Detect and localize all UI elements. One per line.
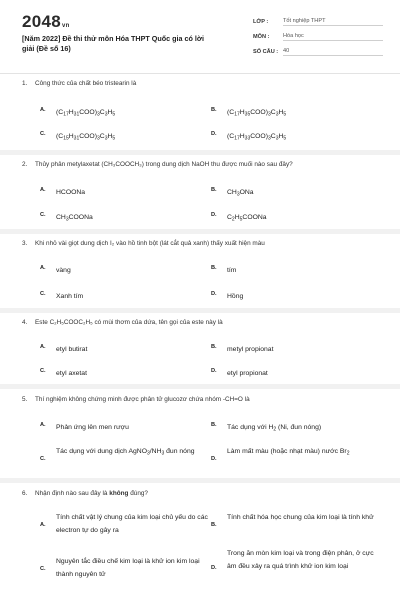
meta-class bbox=[253, 14, 383, 29]
meta-key: LỚP : bbox=[253, 18, 269, 25]
option-label: B. bbox=[211, 522, 217, 528]
question-text bbox=[22, 319, 223, 326]
option-text: $(C_{17}H_{31}COO)_3C_3H_5$ bbox=[56, 109, 116, 118]
question-text bbox=[22, 490, 148, 497]
question-stem: Công thức của chất béo tristearin là bbox=[35, 80, 137, 87]
option-label: D. bbox=[211, 212, 217, 218]
option-text: tím bbox=[227, 267, 237, 274]
exam-meta bbox=[253, 14, 383, 59]
option-label: B. bbox=[211, 422, 217, 428]
question-divider bbox=[0, 150, 400, 155]
option-label: D. bbox=[211, 131, 217, 137]
question-number: 5. bbox=[22, 396, 28, 403]
option-label: C. bbox=[40, 131, 46, 137]
option-text: etyl axetat bbox=[56, 370, 87, 377]
option-label: D. bbox=[211, 565, 217, 571]
option-text: Hồng bbox=[227, 293, 244, 300]
question-divider bbox=[0, 478, 400, 483]
option-text: metyl propionat bbox=[227, 346, 274, 353]
meta-key: SỐ CÂU : bbox=[253, 48, 279, 55]
meta-value: Hóa học bbox=[283, 33, 383, 41]
site-logo[interactable] bbox=[22, 12, 70, 32]
question-text bbox=[22, 240, 265, 247]
question-stem: Este C₂H₅COOC₂H₅ có mùi thơm của dứa, tên gọi của este này là bbox=[35, 319, 223, 326]
option-label: D. bbox=[211, 456, 217, 462]
option-text: Nguyên tắc điều chế kim loại là khử ion kim loại thành nguyên tử bbox=[56, 558, 200, 578]
option-text: vàng bbox=[56, 267, 71, 274]
option-text: Trong ăn mòn kim loại và trong điện phân, ở cực âm đều xảy ra quá trình khử ion kim loại bbox=[227, 550, 374, 570]
option-label: A. bbox=[40, 344, 46, 350]
option-label: A. bbox=[40, 187, 46, 193]
option-label: A. bbox=[40, 422, 46, 428]
option-label: B. bbox=[211, 265, 217, 271]
meta-value: 40 bbox=[283, 48, 383, 56]
meta-key: MÔN : bbox=[253, 33, 270, 40]
option-text: Làm mất màu (hoặc nhạt màu) nước $Br_2$ bbox=[227, 448, 350, 457]
option-text: $C_2H_5COONa$ bbox=[227, 214, 267, 223]
question-number: 3. bbox=[22, 240, 28, 247]
option-label: C. bbox=[40, 566, 46, 572]
option-text: Tác dụng với dung dịch $AgNO_3/NH_3$ đun nóng bbox=[56, 448, 195, 457]
option-text: $CH_3ONa$ bbox=[227, 189, 254, 198]
question-stem: Nhận định nào sau đây là bbox=[35, 490, 110, 497]
exam-title: [Năm 2022] Đề thi thử môn Hóa THPT Quốc gia có lời giải (Đề số 16) bbox=[22, 34, 205, 53]
option-label: B. bbox=[211, 187, 217, 193]
option-text: $(C_{17}H_{33}COO)_3C_3H_5$ bbox=[227, 133, 287, 142]
option-label: C. bbox=[40, 456, 46, 462]
question-text bbox=[22, 80, 136, 87]
question-divider bbox=[0, 308, 400, 313]
question-emphasis: không bbox=[109, 490, 129, 497]
question-number: 1. bbox=[22, 80, 28, 87]
option-text: Tính chất vật lý chung của kim loại chủ yếu do các electron tự do gây ra bbox=[56, 514, 208, 534]
question-stem: Thủy phân metylaxetat (CH₃COOCH₃) trong dung dịch NaOH thu được muối nào sau đây? bbox=[35, 161, 293, 168]
question-number: 2. bbox=[22, 161, 28, 168]
option-text: $(C_{17}H_{35}COO)_3C_3H_5$ bbox=[227, 109, 287, 118]
option-text: $CH_3COONa$ bbox=[56, 214, 93, 223]
question-number: 6. bbox=[22, 490, 28, 497]
question-divider bbox=[0, 229, 400, 234]
option-label: A. bbox=[40, 522, 46, 528]
meta-subject bbox=[253, 29, 383, 44]
option-text: Xanh tím bbox=[56, 293, 84, 300]
option-text: Tác dụng với $H_2$ (Ni, đun nóng) bbox=[227, 424, 322, 433]
question-stem-end: đúng? bbox=[128, 490, 148, 497]
question-text bbox=[22, 161, 293, 168]
option-label: D. bbox=[211, 368, 217, 374]
option-label: B. bbox=[211, 107, 217, 113]
option-text: HCOONa bbox=[56, 189, 86, 196]
option-text: etyl propionat bbox=[227, 370, 268, 377]
option-text: Tính chất hóa học chung của kim loại là tính khử bbox=[227, 514, 374, 521]
exam-header bbox=[0, 0, 400, 74]
option-label: B. bbox=[211, 344, 217, 350]
question-divider bbox=[0, 384, 400, 389]
option-label: C. bbox=[40, 212, 46, 218]
logo-suffix: vn bbox=[62, 23, 70, 29]
question-stem: Khi nhỏ vài giọt dung dịch I₂ vào hồ tinh bột (lát cắt quả xanh) thấy xuất hiện màu bbox=[35, 240, 265, 247]
option-text: $(C_{15}H_{31}COO)_3C_3H_5$ bbox=[56, 133, 116, 142]
option-text: Phản ứng lên men rượu bbox=[56, 424, 129, 431]
option-label: C. bbox=[40, 368, 46, 374]
option-text: etyl butirat bbox=[56, 346, 88, 353]
option-label: A. bbox=[40, 107, 46, 113]
question-number: 4. bbox=[22, 319, 28, 326]
meta-value: Tốt nghiệp THPT bbox=[283, 18, 383, 26]
option-label: C. bbox=[40, 291, 46, 297]
option-label: A. bbox=[40, 265, 46, 271]
logo-text: 2048 bbox=[22, 12, 62, 31]
question-text bbox=[22, 396, 250, 403]
option-label: D. bbox=[211, 291, 217, 297]
meta-count bbox=[253, 44, 383, 59]
question-stem: Thí nghiệm không chứng minh được phân tử glucozơ chứa nhóm -CH=O là bbox=[35, 396, 250, 403]
